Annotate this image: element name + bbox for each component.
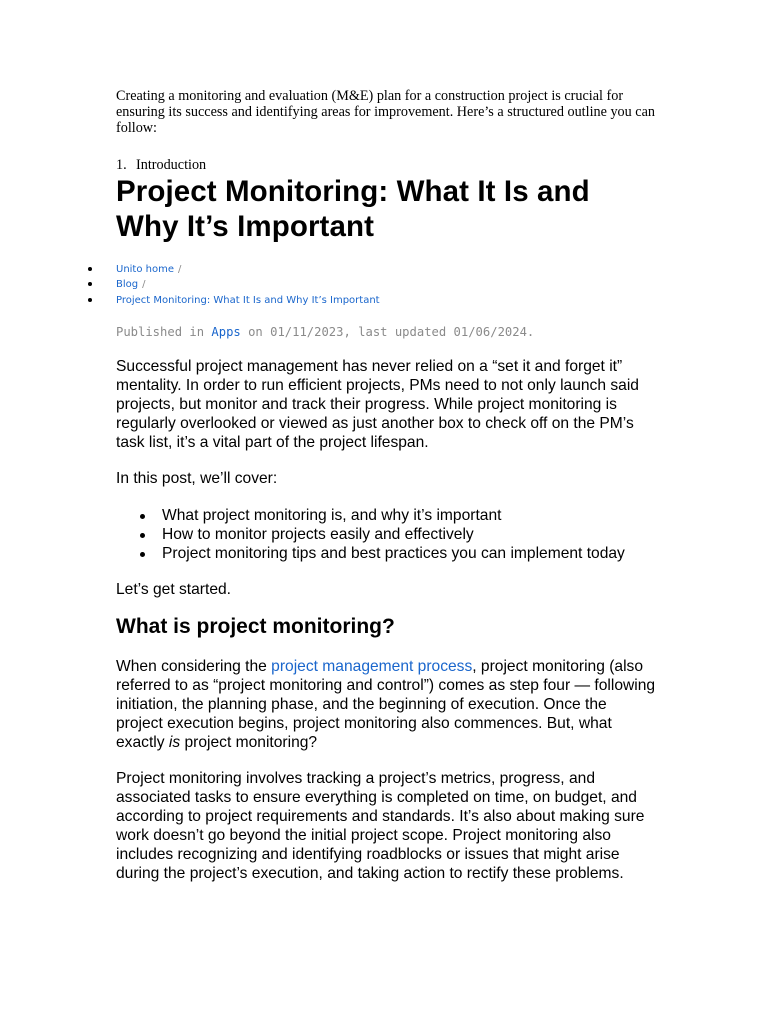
text-middle: , project monitoring (also referred to as “project monitoring and control”) comes as step four — following initiation, the planning phase, and the beginning of execution. Once the project execution begins, project monitoring also commences. But, what exactly (116, 658, 656, 752)
publish-meta (116, 324, 656, 340)
bullet-icon (88, 298, 92, 302)
category-link[interactable]: Apps (211, 325, 241, 340)
numbered-heading (116, 157, 656, 173)
paragraph-definition (116, 657, 656, 752)
list-item (116, 506, 656, 525)
paragraph-intro: Successful project management has never relied on a “set it and forget it” mentality. In order to run efficient projects, PMs need to not only launch said projects, but monitor and track their progress. While project monitoring is regularly overlooked or viewed as just another box to check off on the PM’s task list, it’s a vital part of the project lifespan. (116, 358, 639, 452)
list-item (116, 525, 656, 544)
breadcrumb-item-current[interactable] (88, 293, 656, 309)
breadcrumb-separator: / (178, 263, 182, 275)
bullet-icon (88, 267, 92, 271)
article-title: Project Monitoring: What It Is and Why It’s Important (116, 174, 590, 243)
intro-paragraph: Creating a monitoring and evaluation (M&E) plan for a construction project is crucial for ensuring its success and identifying areas for improvement. Here’s a structured outline you can follow: (116, 88, 655, 137)
section-heading: What is project monitoring? (116, 615, 395, 639)
breadcrumb-link[interactable]: Project Monitoring: What It Is and Why It’s Important (116, 294, 380, 306)
breadcrumb (88, 262, 656, 309)
emphasis-text: is (168, 734, 181, 752)
pm-process-link[interactable]: project management process (271, 658, 473, 676)
updated-date: 01/06/2024 (453, 325, 527, 340)
breadcrumb-link[interactable]: Unito home (116, 263, 175, 275)
cover-list (116, 506, 656, 563)
paragraph-get-started: Let’s get started. (116, 581, 232, 599)
list-item-text: How to monitor projects easily and effectively (162, 526, 474, 544)
bullet-icon (140, 533, 145, 538)
breadcrumb-item-blog[interactable] (88, 277, 656, 293)
breadcrumb-separator: / (142, 279, 146, 291)
bullet-icon (140, 514, 145, 519)
bullet-icon (88, 282, 92, 286)
list-item-text: What project monitoring is, and why it’s important (162, 507, 502, 525)
breadcrumb-link[interactable]: Blog (116, 279, 139, 291)
breadcrumb-item-home[interactable] (88, 262, 656, 278)
list-item-text: Project monitoring tips and best practices you can implement today (162, 545, 625, 563)
published-date: 01/11/2023 (270, 325, 344, 340)
published-prefix: Published in (116, 325, 212, 340)
list-item (116, 544, 656, 563)
on-text: on (240, 325, 271, 340)
updated-prefix: , last updated (343, 325, 454, 340)
bullet-icon (140, 552, 145, 557)
meta-end: . (526, 325, 535, 340)
text-after: project monitoring? (180, 734, 318, 752)
document-content (116, 88, 656, 883)
paragraph-explanation: Project monitoring involves tracking a project’s metrics, progress, and associated tasks to ensure everything is completed on time, on budget, and according to project requirements and standards. It’s also about making sure work doesn’t go beyond the initial project scope. Project monitoring also includes recognizing and identifying roadblocks or issues that might arise during the project’s execution, and taking action to rectify these problems. (116, 770, 645, 883)
paragraph-cover-lead: In this post, we’ll cover: (116, 470, 278, 488)
text-before-link: When considering the (116, 658, 272, 676)
section-number: 1. (116, 156, 127, 173)
section-label: Introduction (136, 156, 207, 173)
